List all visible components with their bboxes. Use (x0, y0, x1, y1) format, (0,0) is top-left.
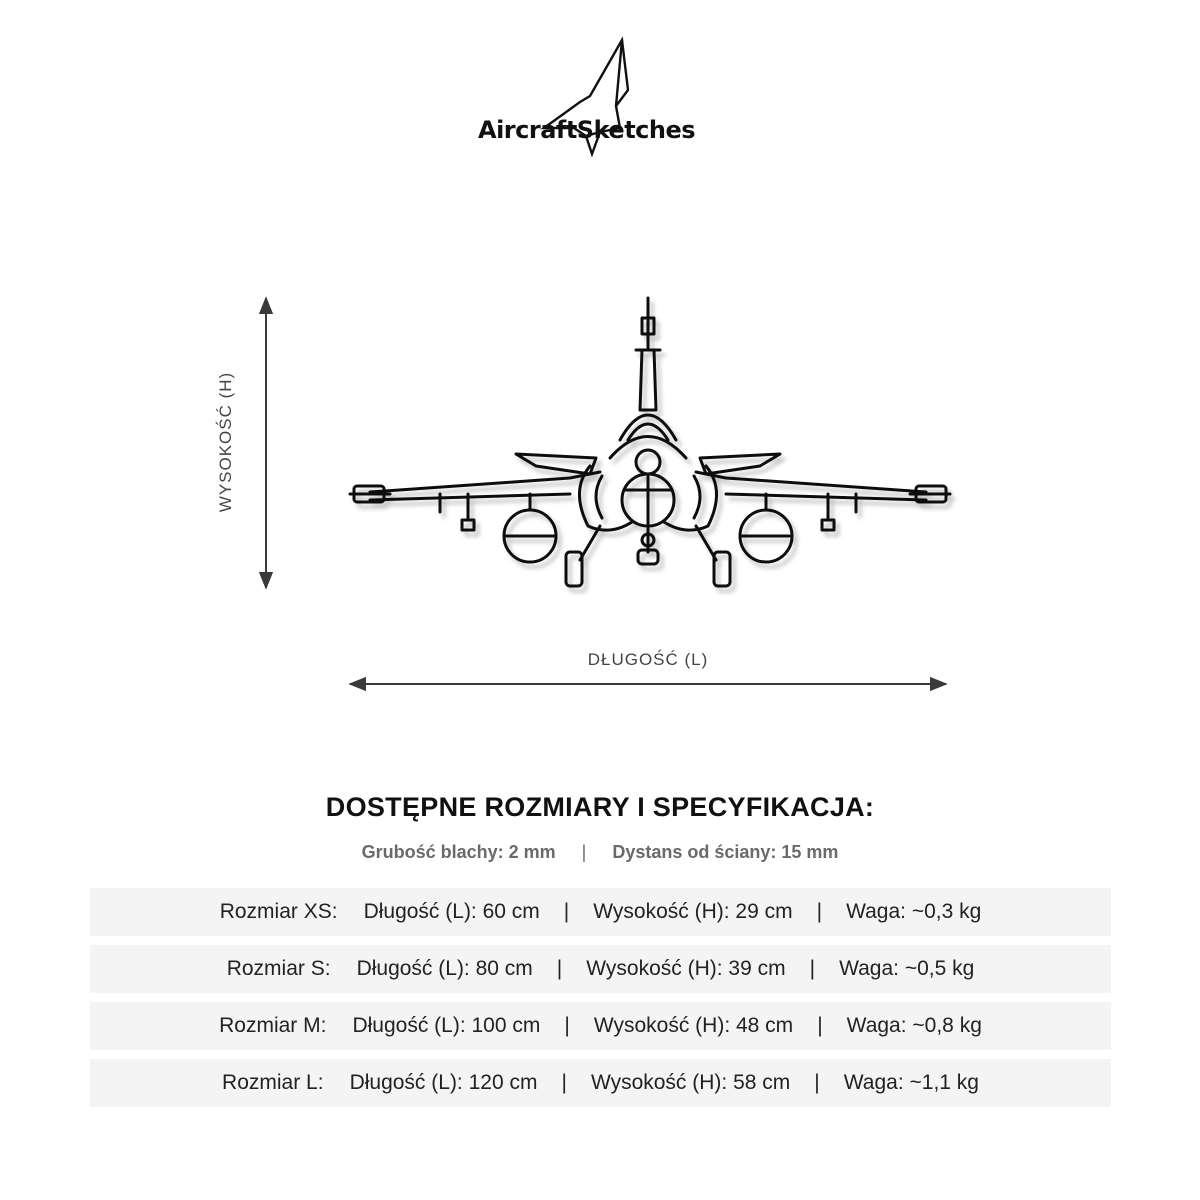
separator: | (556, 957, 563, 980)
spec-title: DOSTĘPNE ROZMIARY I SPECYFIKACJA: (325, 792, 875, 822)
separator: | (817, 1014, 823, 1037)
separator: | (581, 842, 587, 862)
wall-distance: Dystans od ściany: 15 mm (612, 842, 839, 862)
size-height: Wysokość (H): 39 cm (586, 957, 786, 980)
length-label: DŁUGOŚĆ (L) (587, 650, 709, 669)
size-weight: Waga: ~1,1 kg (843, 1071, 979, 1094)
size-height: Wysokość (H): 29 cm (593, 900, 793, 923)
separator: | (563, 900, 570, 923)
separator: | (814, 1071, 820, 1094)
sheet-thickness: Grubość blachy: 2 mm (361, 842, 556, 862)
size-table (90, 888, 1111, 1116)
size-name: Rozmiar M: (219, 1014, 327, 1037)
separator: | (816, 900, 823, 923)
brand-logo-text: AircraftSketches (478, 116, 696, 144)
size-row-xs (90, 888, 1111, 936)
size-row-m (90, 1002, 1111, 1050)
size-row-l (90, 1059, 1111, 1107)
size-height: Wysokość (H): 58 cm (590, 1071, 791, 1094)
separator: | (809, 957, 816, 980)
separator: | (561, 1071, 567, 1094)
size-name: Rozmiar XS: (219, 900, 338, 923)
size-length: Długość (L): 80 cm (356, 957, 533, 980)
size-row-s (90, 945, 1111, 993)
fighter-jet-front-silhouette-icon (340, 290, 960, 610)
size-name: Rozmiar S: (226, 957, 331, 980)
size-weight: Waga: ~0,8 kg (846, 1014, 982, 1037)
size-length: Długość (L): 120 cm (349, 1071, 538, 1094)
size-height: Wysokość (H): 48 cm (593, 1014, 794, 1037)
size-name: Rozmiar L: (222, 1071, 324, 1094)
spec-subtitle (0, 842, 1200, 863)
size-weight: Waga: ~0,5 kg (839, 957, 975, 980)
size-weight: Waga: ~0,3 kg (846, 900, 982, 923)
size-length: Długość (L): 100 cm (352, 1014, 541, 1037)
separator: | (564, 1014, 570, 1037)
height-label: WYSOKOŚĆ (H) (216, 371, 235, 513)
size-length: Długość (L): 60 cm (363, 900, 540, 923)
